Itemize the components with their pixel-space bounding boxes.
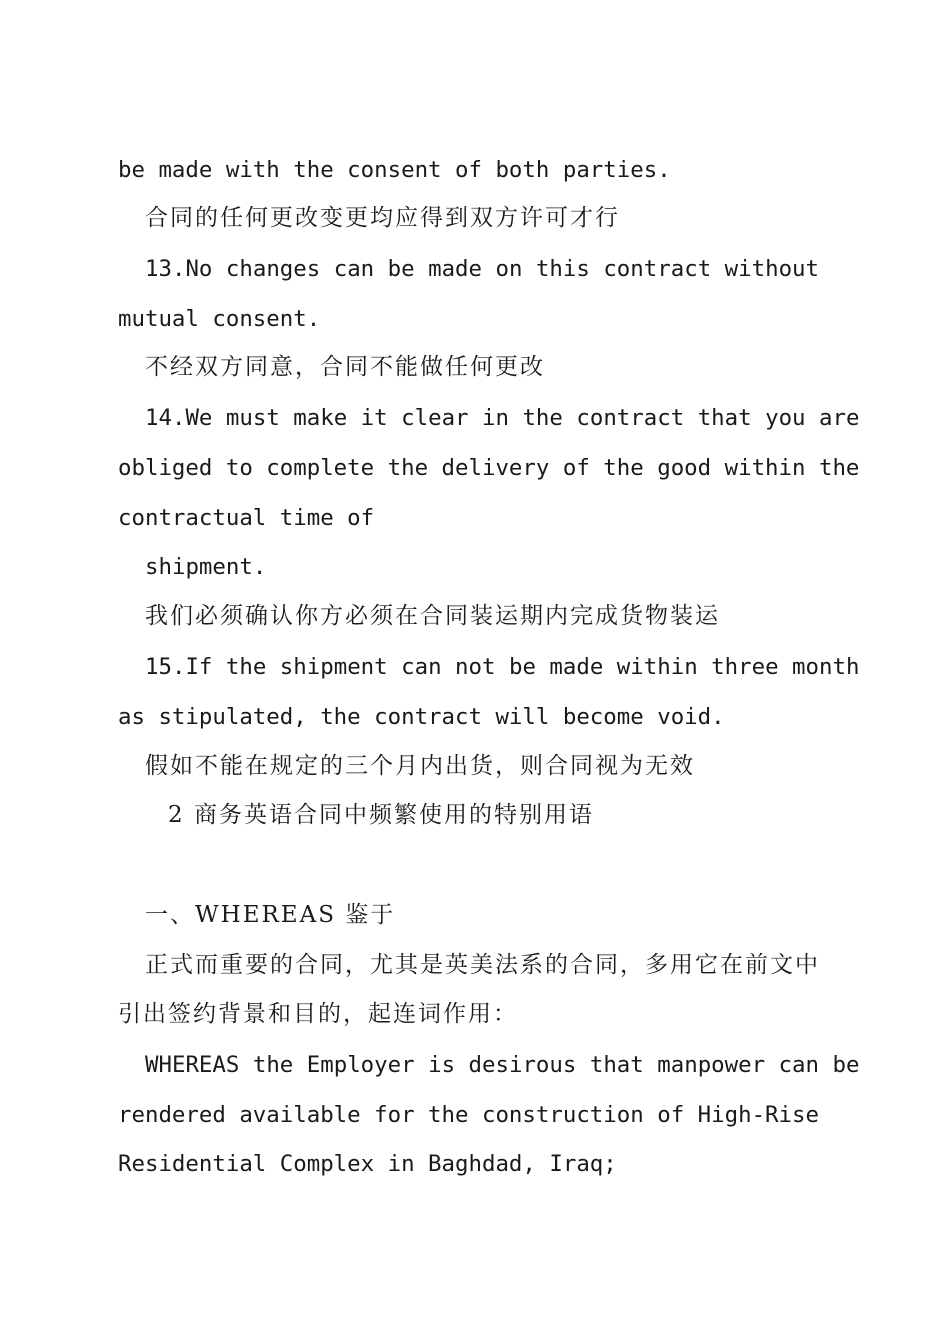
text-line: 合同的任何更改变更均应得到双方许可才行 — [145, 205, 620, 231]
text-line: rendered available for the construction of High-Rise — [118, 1102, 819, 1128]
section-heading: 2 商务英语合同中频繁使用的特别用语 — [168, 802, 594, 828]
text-line: 不经双方同意，合同不能做任何更改 — [145, 354, 545, 380]
text-line: 引出签约背景和目的，起连词作用： — [118, 1001, 518, 1027]
text-line: shipment. — [145, 554, 267, 580]
text-line: 正式而重要的合同，尤其是英美法系的合同，多用它在前文中 — [145, 952, 820, 978]
text-line: 14.We must make it clear in the contract that you are — [145, 405, 860, 431]
text-line: 假如不能在规定的三个月内出货，则合同视为无效 — [145, 753, 695, 779]
subsection-heading: 一、WHEREAS 鉴于 — [145, 902, 396, 928]
text-line: mutual consent. — [118, 306, 321, 332]
text-line: Residential Complex in Baghdad, Iraq; — [118, 1151, 617, 1177]
text-line: as stipulated, the contract will become void. — [118, 704, 725, 730]
text-line: be made with the consent of both parties. — [118, 157, 671, 183]
text-line: 13.No changes can be made on this contract without — [145, 256, 820, 282]
text-line: 15.If the shipment can not be made within three month — [145, 654, 860, 680]
text-line: contractual time of — [118, 505, 375, 531]
text-line: WHEREAS the Employer is desirous that manpower can be — [145, 1052, 860, 1078]
text-line: 我们必须确认你方必须在合同装运期内完成货物装运 — [145, 603, 720, 629]
text-line: obliged to complete the delivery of the good within the — [118, 455, 860, 481]
